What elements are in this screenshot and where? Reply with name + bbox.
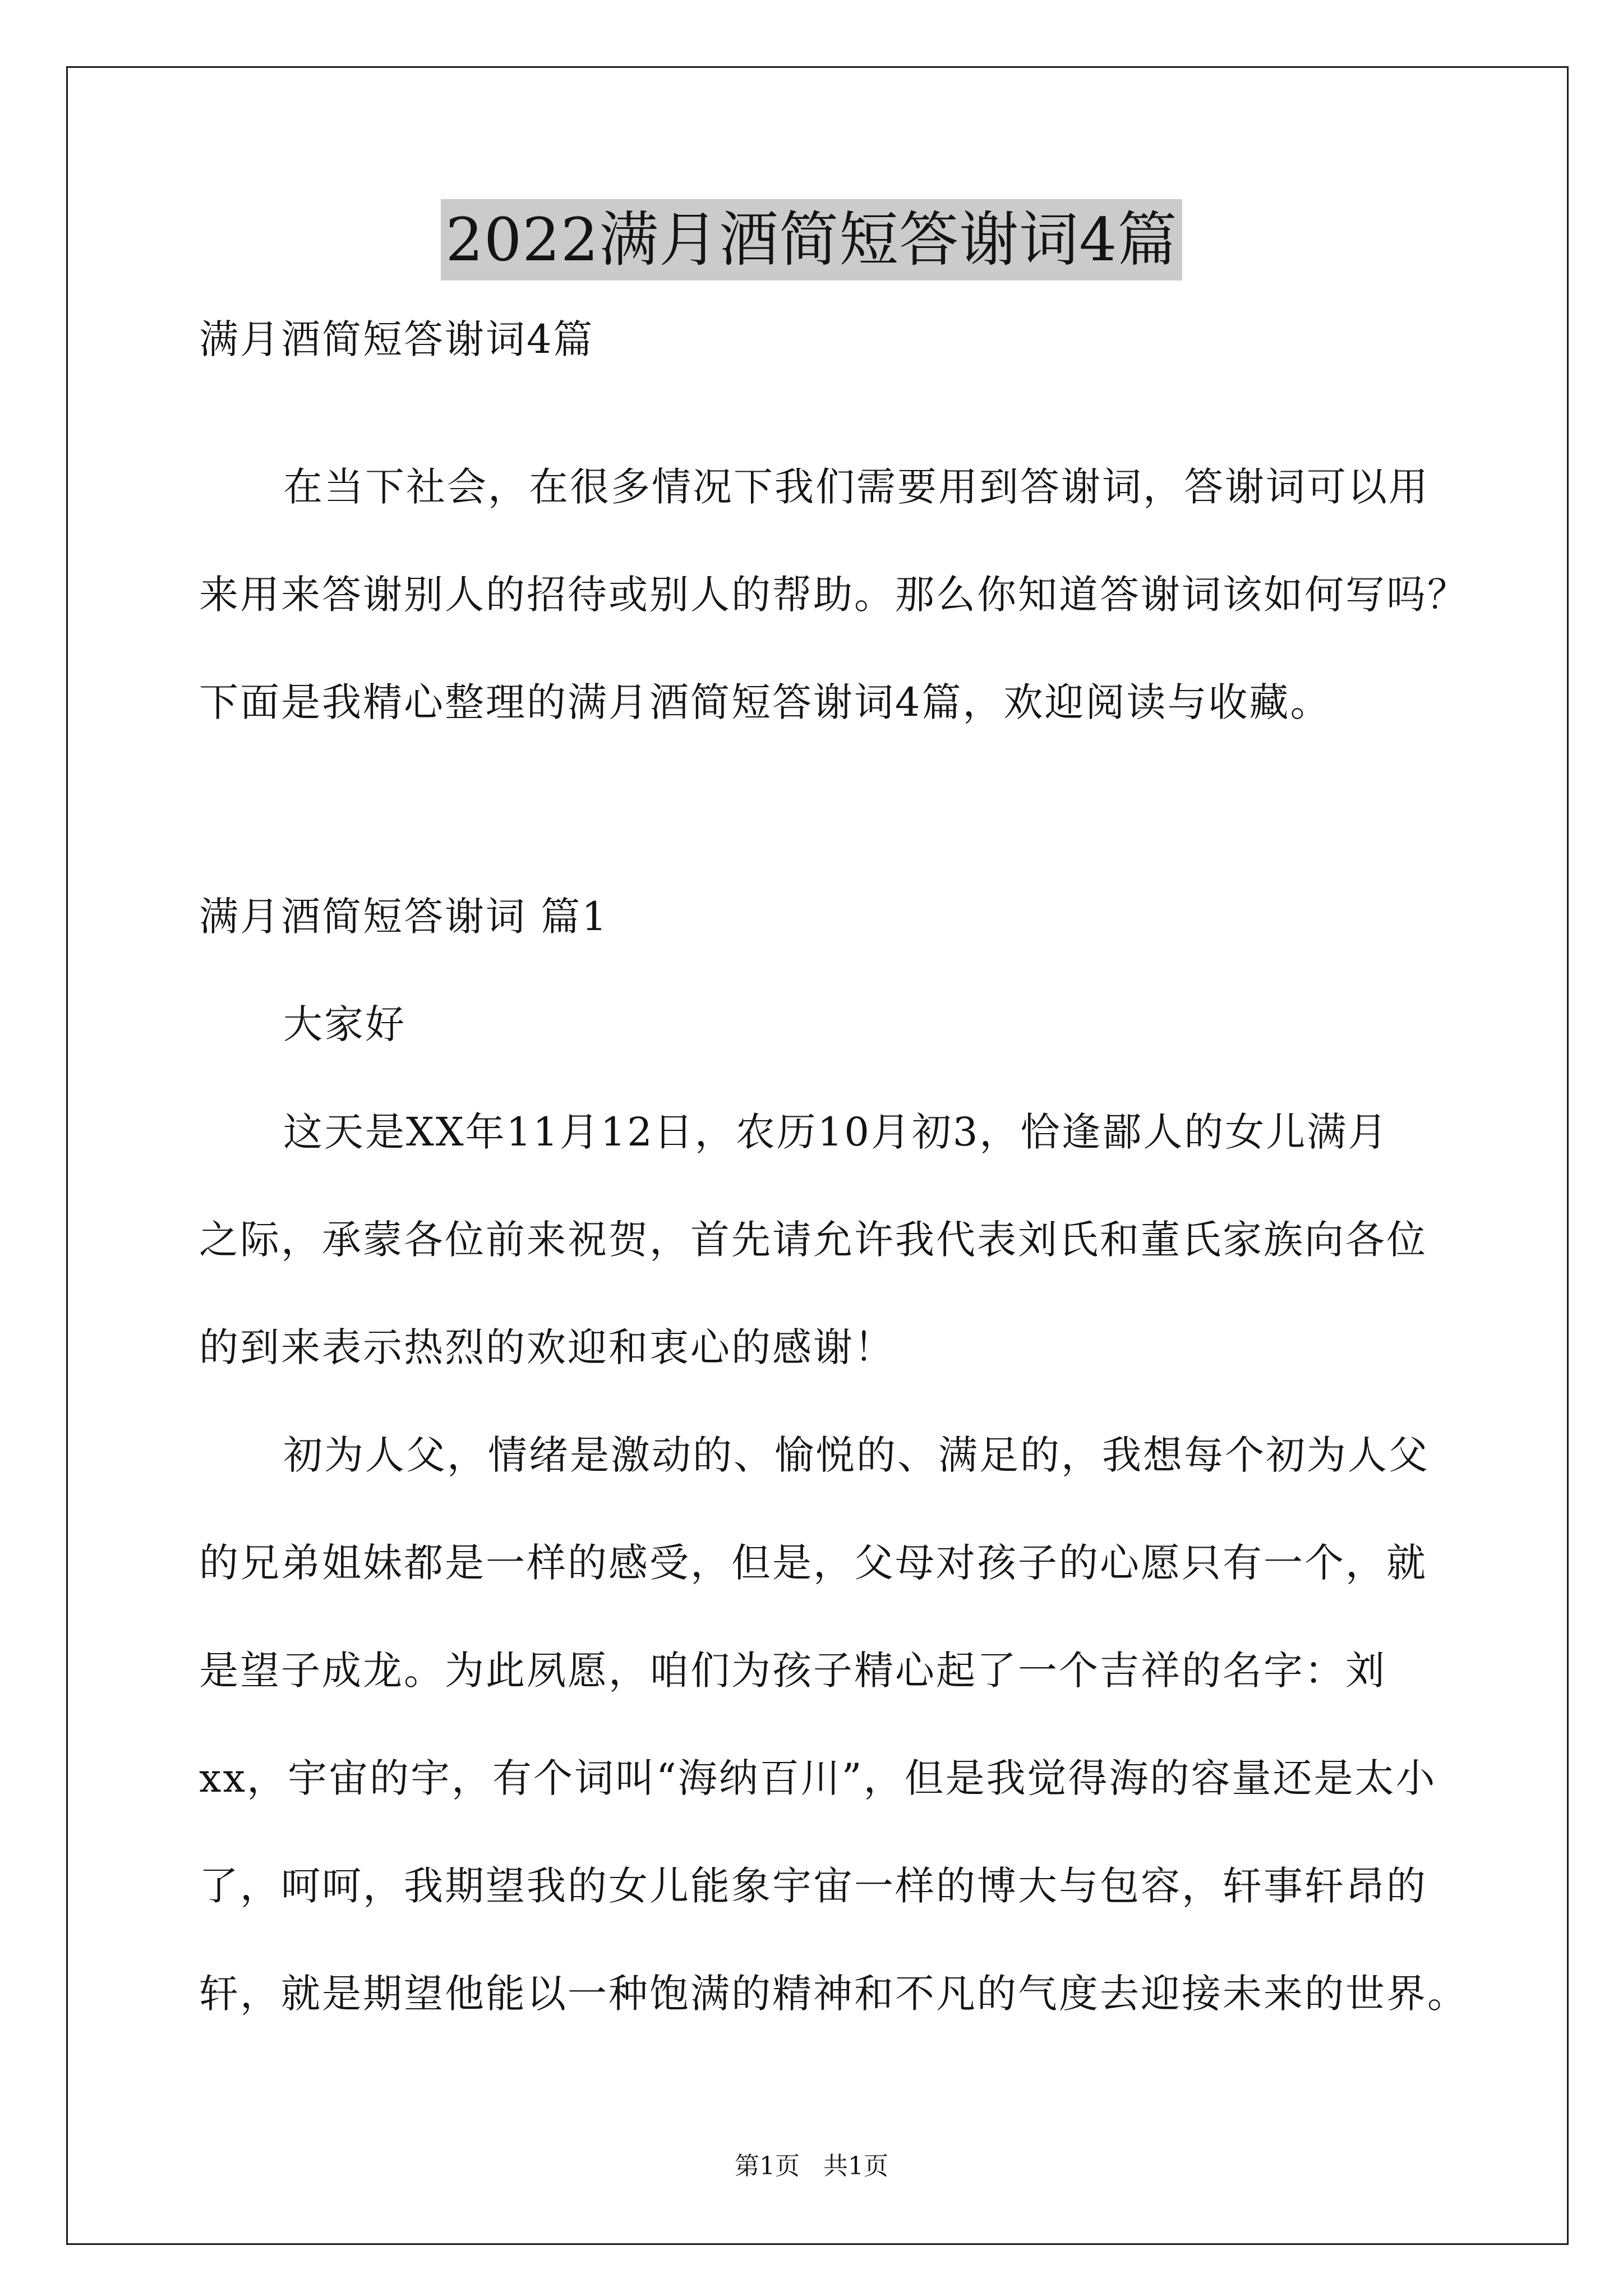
page-footer: 第1页 共1页 bbox=[735, 2152, 888, 2180]
paragraph-line: 了，呵呵，我期望我的女儿能象宇宙一样的博大与包容，轩事轩昂的 bbox=[199, 1863, 1427, 1909]
document-subtitle: 满月酒简短答谢词4篇 bbox=[199, 316, 594, 362]
title-container bbox=[0, 199, 1623, 280]
intro-line: 在当下社会，在很多情况下我们需要用到答谢词，答谢词可以用 bbox=[283, 464, 1430, 510]
page-title: 2022满月酒简短答谢词4篇 bbox=[441, 199, 1182, 280]
section-heading: 满月酒简短答谢词 篇1 bbox=[199, 894, 608, 940]
body-paragraph bbox=[199, 1078, 1534, 1401]
intro-line: 来用来答谢别人的招待或别人的帮助。那么你知道答谢词该如何写吗？ bbox=[199, 572, 1468, 618]
body-paragraph bbox=[199, 1401, 1534, 2047]
intro-paragraph bbox=[199, 433, 1534, 756]
greeting: 大家好 bbox=[283, 1001, 406, 1047]
document-body bbox=[199, 286, 1534, 2047]
paragraph-line: 是望子成龙。为此夙愿，咱们为孩子精心起了一个吉祥的名字：刘 bbox=[199, 1648, 1386, 1694]
paragraph-line: xx，宇宙的宇，有个词叫“海纳百川”，但是我觉得海的容量还是太小 bbox=[199, 1755, 1437, 1801]
paragraph-line: 轩，就是期望他能以一种饱满的精神和不凡的气度去迎接未来的世界。 bbox=[199, 1971, 1468, 2017]
intro-line: 下面是我精心整理的满月酒简短答谢词4篇，欢迎阅读与收藏。 bbox=[199, 679, 1331, 725]
paragraph-line: 这天是XX年11月12日，农历10月初3，恰逢鄙人的女儿满月 bbox=[283, 1109, 1389, 1155]
paragraph-line: 初为人父，情绪是激动的、愉悦的、满足的，我想每个初为人父 bbox=[283, 1432, 1430, 1478]
paragraph-line: 之际，承蒙各位前来祝贺，首先请允许我代表刘氏和董氏家族向各位 bbox=[199, 1217, 1427, 1263]
paragraph-line: 的兄弟姐妹都是一样的感受，但是，父母对孩子的心愿只有一个，就 bbox=[199, 1540, 1427, 1586]
paragraph-line: 的到来表示热烈的欢迎和衷心的感谢！ bbox=[199, 1324, 895, 1370]
